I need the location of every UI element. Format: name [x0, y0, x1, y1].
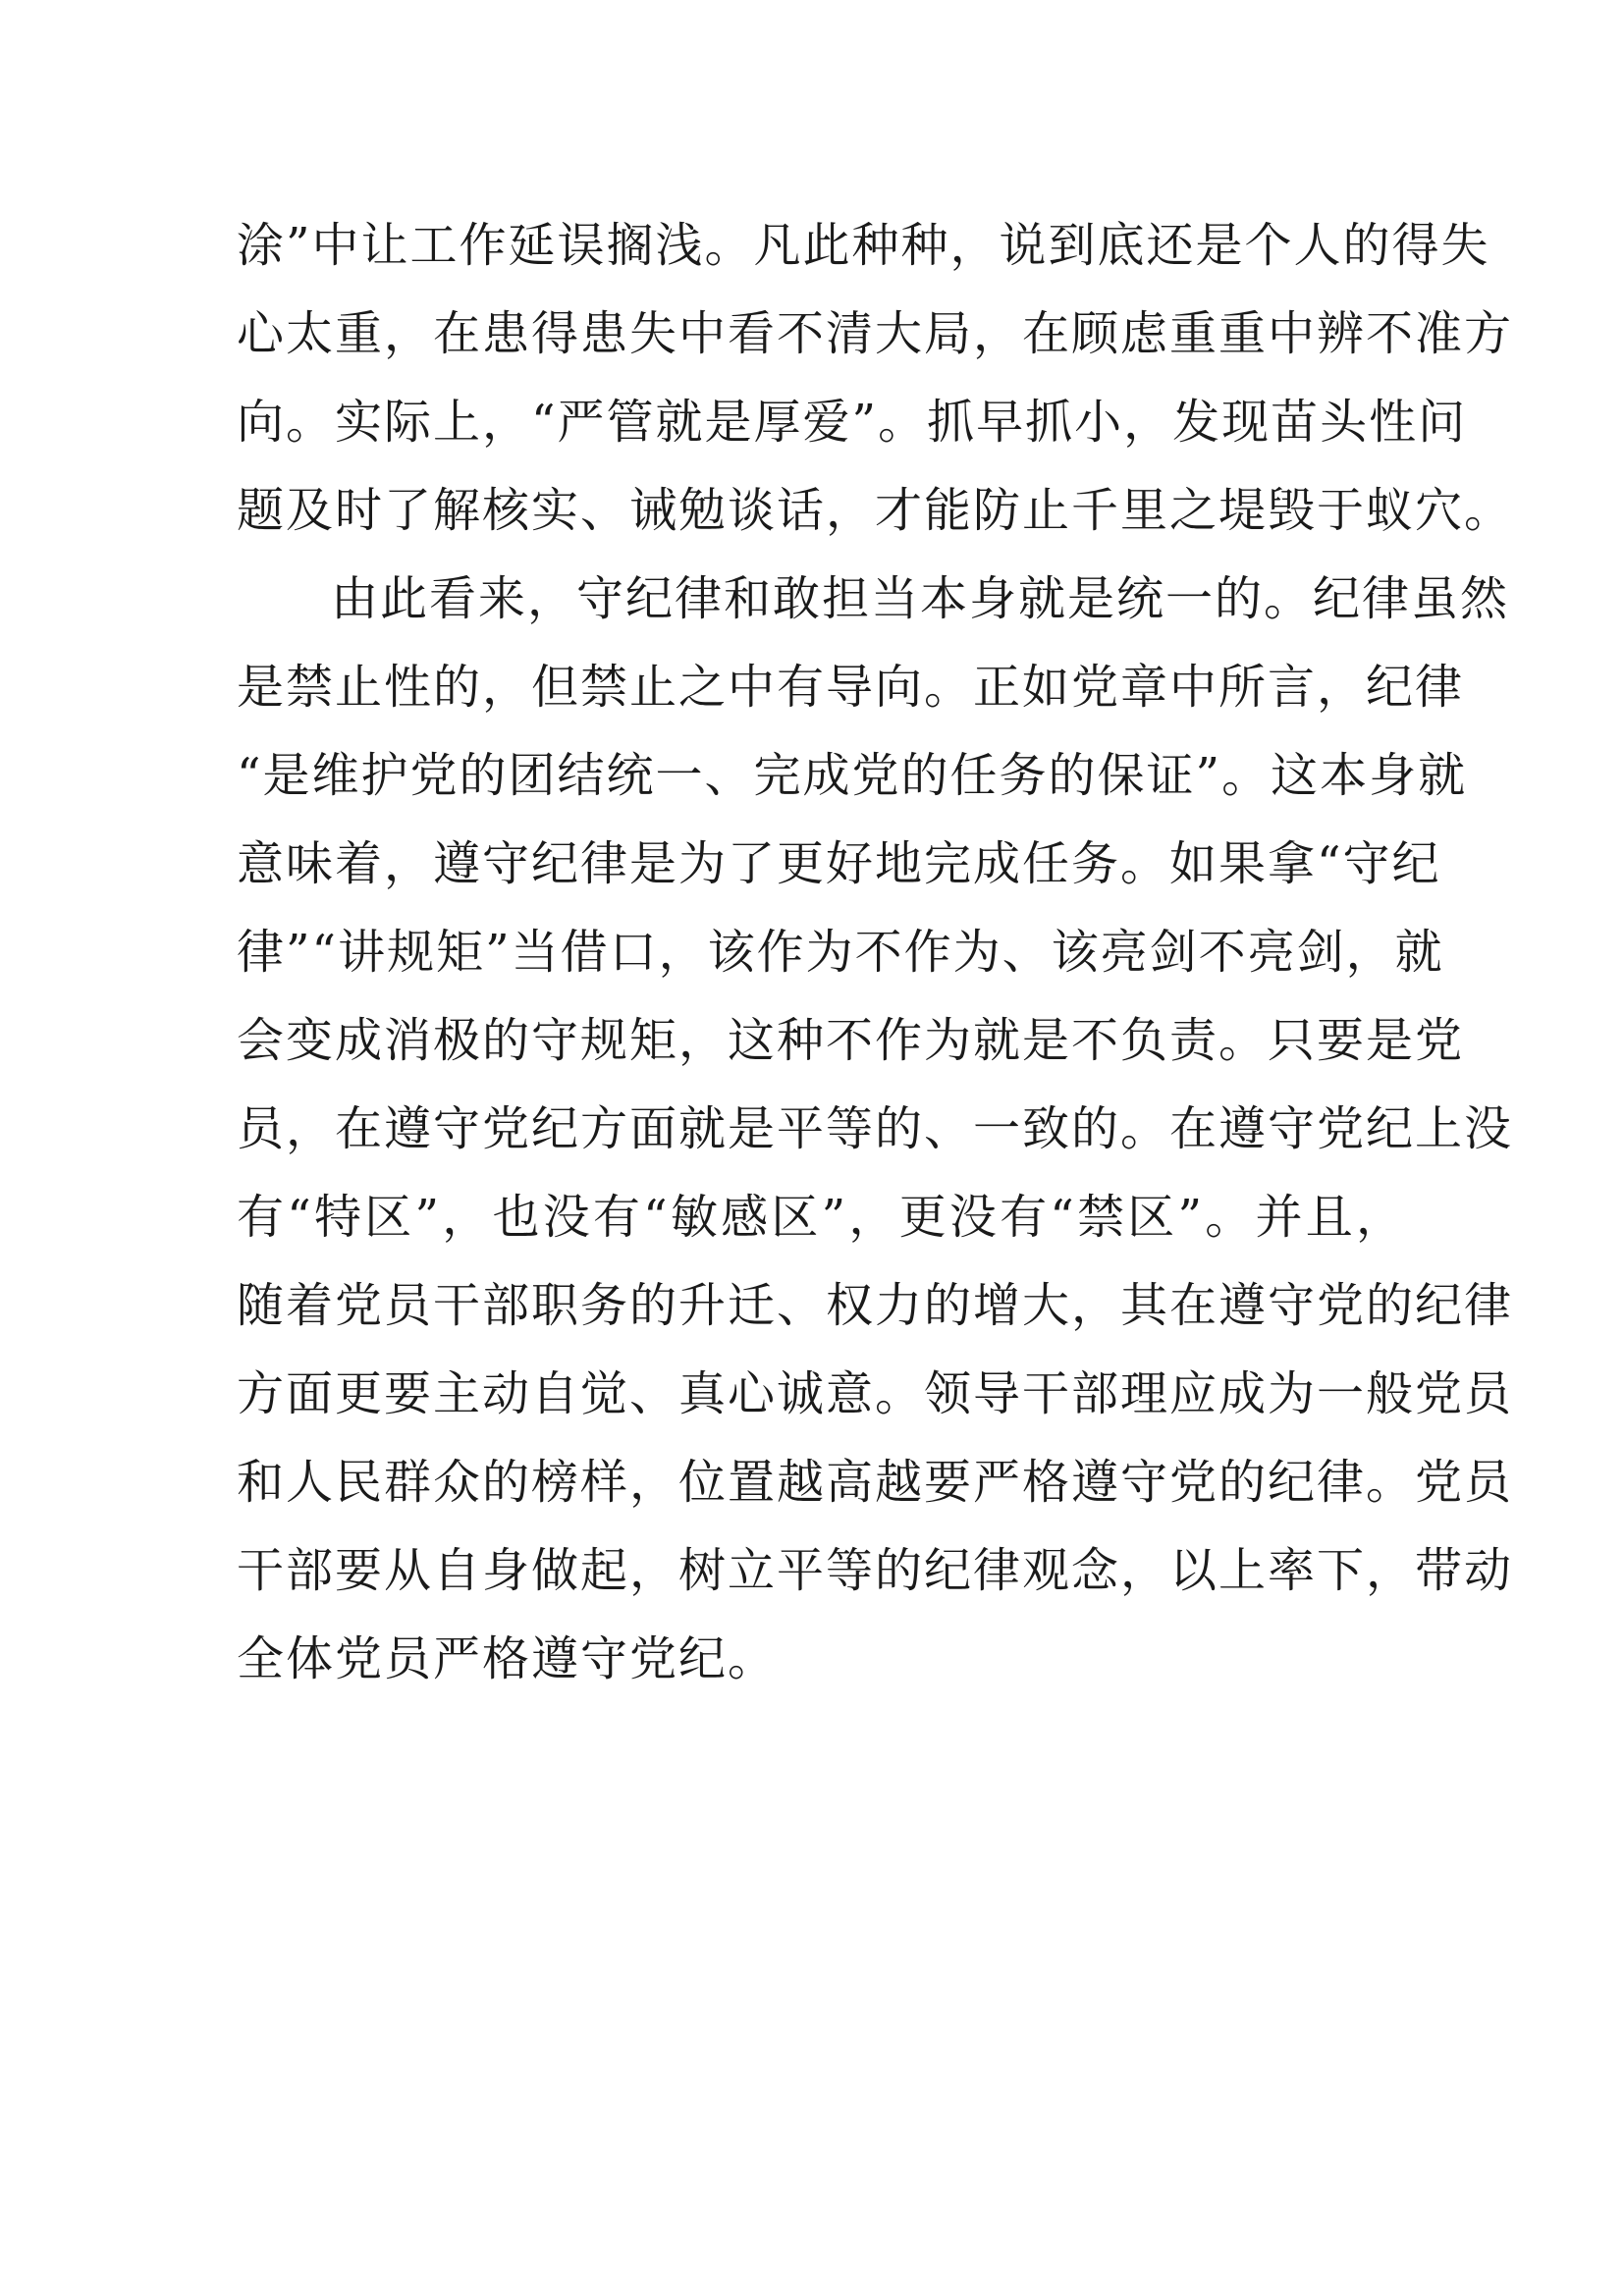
paragraph-line: 干部要从自身做起，树立平等的纪律观念，以上率下，带动: [237, 1543, 1514, 1598]
paragraph-line: 会变成消极的守规矩，这种不作为就是不负责。只要是党: [237, 1013, 1465, 1068]
paragraph-1: [237, 218, 1514, 539]
paragraph-line: 向。实际上，“严管就是厚爱”。抓早抓小，发现苗头性问: [237, 395, 1468, 450]
paragraph-2: [237, 571, 1514, 1687]
paragraph-line: 题及时了解核实、诫勉谈话，才能防止千里之堤毁于蚁穴。: [237, 483, 1514, 538]
paragraph-line: 意味着，遵守纪律是为了更好地完成任务。如果拿“守纪: [237, 836, 1441, 891]
paragraph-line: 是禁止性的，但禁止之中有导向。正如党章中所言，纪律: [237, 660, 1465, 715]
paragraph-line: 律”“讲规矩”当借口，该作为不作为、该亮剑不亮剑，就: [237, 925, 1444, 980]
paragraph-line: 和人民群众的榜样，位置越高越要严格遵守党的纪律。党员: [237, 1455, 1514, 1510]
paragraph-line: 有“特区”，也没有“敏感区”，更没有“禁区”。并且，: [237, 1190, 1405, 1245]
document-body: [237, 218, 1514, 1720]
paragraph-line: 员，在遵守党纪方面就是平等的、一致的。在遵守党纪上没: [237, 1101, 1514, 1156]
paragraph-line: 心太重，在患得患失中看不清大局，在顾虑重重中辨不准方: [237, 306, 1514, 361]
paragraph-line: “是维护党的团结统一、完成党的任务的保证”。这本身就: [237, 748, 1468, 803]
paragraph-line: 涂”中让工作延误搁浅。凡此种种，说到底还是个人的得失: [237, 218, 1490, 273]
paragraph-line: 由此看来，守纪律和敢担当本身就是统一的。纪律虽然: [331, 571, 1510, 626]
paragraph-line: 方面更要主动自觉、真心诚意。领导干部理应成为一般党员: [237, 1366, 1514, 1421]
paragraph-line: 随着党员干部职务的升迁、权力的增大，其在遵守党的纪律: [237, 1278, 1514, 1333]
paragraph-line: 全体党员严格遵守党纪。: [237, 1631, 778, 1686]
